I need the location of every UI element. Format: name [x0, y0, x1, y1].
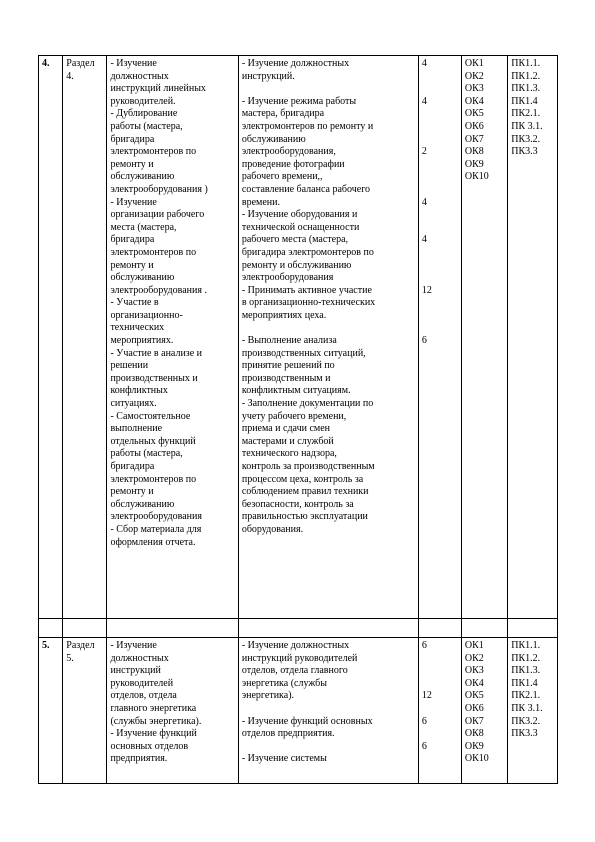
text-line: правильностью эксплуатации	[241, 511, 368, 523]
text-line: организации рабочего	[110, 209, 205, 221]
text-line: электромонтеров по	[110, 146, 197, 158]
text-line: отделов предприятия.	[241, 728, 335, 740]
hours-value: 4	[421, 58, 427, 69]
text-line: производственных ситуаций,	[241, 347, 366, 359]
text-line: - Заполнение документации по	[241, 398, 374, 410]
text-line: ремонту и	[110, 486, 154, 498]
text-line: энергетика (службы	[241, 677, 327, 689]
text-line: безопасности, контроль за	[241, 498, 354, 510]
text-line: электрооборудования .	[110, 284, 207, 296]
text-line: электрооборудования	[110, 511, 202, 523]
text-line: основных отделов	[110, 740, 189, 752]
text-line: ОК9	[464, 740, 484, 752]
text-line: инструкций.	[241, 70, 295, 82]
text-line: - Изучение режима работы	[241, 95, 357, 107]
text-line: рабочего места (мастера,	[241, 234, 349, 246]
text-line: производственным и	[241, 372, 331, 384]
text-line: отдельных функций	[110, 435, 196, 447]
text-line: - Изучение должностных	[241, 58, 350, 69]
content-cell	[107, 638, 238, 784]
hours-value: 6	[421, 740, 427, 752]
text-line: обслуживанию	[110, 171, 175, 183]
text-line: ПК1.2.	[511, 70, 541, 82]
text-line: руководителей.	[110, 95, 176, 107]
section-label: Раздел	[66, 58, 95, 69]
work-types-cell	[238, 56, 418, 619]
text-line: (службы энергетика).	[110, 715, 202, 727]
general-competencies-cell	[461, 56, 507, 619]
text-line: ПК3.2.	[511, 715, 541, 727]
text-line: ситуациях.	[110, 398, 157, 410]
text-line: ПК1.1.	[511, 58, 541, 69]
hours-value: 12	[421, 690, 432, 702]
hours-value: 4	[421, 196, 427, 208]
text-line: - Участие в	[110, 297, 159, 309]
text-line: - Самостоятельное	[110, 410, 191, 422]
row-number: 4.	[39, 56, 63, 619]
section-number: 5.	[66, 652, 74, 664]
hours-cell	[418, 56, 461, 619]
text-line: приема и сдачи смен	[241, 423, 331, 435]
text-line: контроль за производственным	[241, 461, 375, 472]
text-line: ОК10	[464, 753, 489, 765]
text-line: электрооборудования	[241, 272, 334, 284]
professional-competencies-cell	[508, 638, 558, 784]
text-line: ПК1.4	[511, 95, 538, 107]
text-line: технической оснащенности	[241, 221, 360, 233]
text-line: оформления отчета.	[110, 536, 196, 548]
text-line: обслуживанию	[241, 133, 306, 145]
text-line: главного энергетика	[110, 702, 197, 714]
professional-competencies-cell	[508, 56, 558, 619]
hours-value: 6	[421, 640, 427, 651]
text-line: ОК3	[464, 83, 484, 95]
text-line: учету рабочего времени,	[241, 410, 347, 422]
text-line: ПК3.3	[511, 728, 538, 740]
text-line: места (мастера,	[110, 221, 177, 233]
text-line: инструкций руководителей	[241, 652, 358, 664]
text-line: - Изучение функций	[110, 728, 197, 740]
text-line: ОК7	[464, 133, 484, 145]
text-line: бригадира	[110, 234, 155, 246]
text-line: ОК7	[464, 715, 484, 727]
text-line: конфликтных	[110, 385, 168, 397]
text-line: мероприятиях цеха.	[241, 309, 327, 321]
text-line: руководителей	[110, 677, 174, 689]
text-line: должностных	[110, 70, 169, 82]
text-line: ОК10	[464, 171, 489, 183]
text-line: ПК 3.1.	[511, 120, 543, 132]
text-line: ПК2.1.	[511, 690, 541, 702]
table-row	[39, 619, 558, 638]
text-line: энергетика).	[241, 690, 295, 702]
section-cell	[63, 56, 107, 619]
text-line: инструкций линейных	[110, 83, 206, 95]
section-number: 4.	[66, 70, 74, 82]
text-line: бригадира электромонтеров по	[241, 246, 374, 258]
row-number: 5.	[39, 638, 63, 784]
text-line: мероприятиях.	[110, 335, 174, 347]
work-types-cell	[238, 638, 418, 784]
text-line: проведение фотографии	[241, 158, 345, 170]
text-line: ПК1.1.	[511, 640, 541, 651]
text-line: мастера, бригадира	[241, 108, 325, 120]
text-line: ОК9	[464, 158, 484, 170]
text-line: технических	[110, 322, 165, 334]
text-line: ОК1	[464, 640, 484, 651]
text-line: электромонтеров по ремонту и	[241, 120, 374, 132]
text-line: обслуживанию	[110, 498, 175, 510]
text-line: ОК6	[464, 120, 484, 132]
text-line: - Изучение системы	[241, 753, 327, 765]
text-line: бригадира	[110, 461, 155, 472]
text-line: ОК1	[464, 58, 484, 69]
text-line: электрооборудования )	[110, 183, 208, 195]
text-line: ОК5	[464, 108, 484, 120]
text-line: электрооборудования,	[241, 146, 336, 158]
text-line	[242, 322, 415, 335]
text-line: ПК2.1.	[511, 108, 541, 120]
text-line: ПК1.3.	[511, 83, 541, 95]
text-line: соблюдением правил техники	[241, 486, 369, 498]
text-line: электромонтеров по	[110, 246, 197, 258]
text-line: - Сбор материала для	[110, 523, 202, 535]
text-line	[242, 741, 415, 754]
text-line: ОК8	[464, 728, 484, 740]
text-line: работы (мастера,	[110, 448, 183, 460]
text-line: технического надзора,	[241, 448, 337, 460]
text-line: ОК8	[464, 146, 484, 158]
text-line: производственных и	[110, 372, 198, 384]
text-line: - Изучение	[110, 196, 157, 208]
text-line	[242, 703, 415, 716]
text-line: составление баланса рабочего	[241, 183, 371, 195]
hours-value: 6	[421, 715, 427, 727]
text-line: - Дублирование	[110, 108, 178, 120]
text-line: - Изучение оборудования и	[241, 209, 358, 221]
section-cell	[63, 638, 107, 784]
text-line: - Изучение	[110, 640, 157, 651]
text-line: предприятия.	[110, 753, 168, 765]
text-line: - Изучение	[110, 58, 157, 69]
text-line: ОК6	[464, 702, 484, 714]
text-line: рабочего времени,,	[241, 171, 323, 183]
general-competencies-cell	[461, 638, 507, 784]
text-line: инструкций	[110, 665, 161, 677]
text-line: - Участие в анализе и	[110, 347, 203, 359]
text-line: принятие решений по	[241, 360, 335, 372]
hours-value: 4	[421, 95, 427, 107]
text-line: ремонту и обслуживанию	[241, 259, 352, 271]
text-line: обслуживанию	[110, 272, 175, 284]
practice-plan-table	[38, 55, 558, 784]
text-line: ПК1.4	[511, 677, 538, 689]
text-line: мастерами и службой	[241, 435, 334, 447]
text-line: конфликтным ситуациям.	[241, 385, 351, 397]
text-line: ПК1.2.	[511, 652, 541, 664]
hours-value: 2	[421, 146, 427, 158]
content-cell	[107, 56, 238, 619]
text-line: ОК2	[464, 70, 484, 82]
text-line: выполнение	[110, 423, 163, 435]
hours-value: 6	[421, 335, 427, 347]
text-line: в организационно-технических	[241, 297, 376, 309]
text-line: - Принимать активное участие	[241, 284, 372, 296]
text-line: отделов, отдела главного	[241, 665, 348, 677]
text-line	[242, 83, 415, 96]
text-line: ОК4	[464, 677, 484, 689]
text-line: ремонту и	[110, 259, 154, 271]
text-line: работы (мастера,	[110, 120, 183, 132]
text-line: ОК5	[464, 690, 484, 702]
text-line: решении	[110, 360, 149, 372]
text-line: ремонту и	[110, 158, 154, 170]
text-line: - Изучение должностных	[241, 640, 350, 651]
text-line: - Выполнение анализа	[241, 335, 337, 347]
text-line: оборудования.	[241, 523, 304, 535]
text-line: организационно-	[110, 309, 183, 321]
text-line: времени.	[241, 196, 280, 208]
text-line: ОК3	[464, 665, 484, 677]
text-line: должностных	[110, 652, 169, 664]
hours-value: 12	[421, 284, 432, 296]
text-line: - Изучение функций основных	[241, 715, 373, 727]
text-line: процессом цеха, контроль за	[241, 473, 364, 485]
text-line: электромонтеров по	[110, 473, 197, 485]
text-line: ПК1.3.	[511, 665, 541, 677]
text-line: отделов, отдела	[110, 690, 177, 702]
hours-value: 4	[421, 234, 427, 246]
text-line: ПК3.2.	[511, 133, 541, 145]
text-line: бригадира	[110, 133, 155, 145]
text-line: ОК4	[464, 95, 484, 107]
table-row	[39, 56, 558, 619]
section-label: Раздел	[66, 640, 95, 651]
text-line: ПК3.3	[511, 146, 538, 158]
hours-cell	[418, 638, 461, 784]
table-row	[39, 638, 558, 784]
text-line: ПК 3.1.	[511, 702, 543, 714]
text-line: ОК2	[464, 652, 484, 664]
